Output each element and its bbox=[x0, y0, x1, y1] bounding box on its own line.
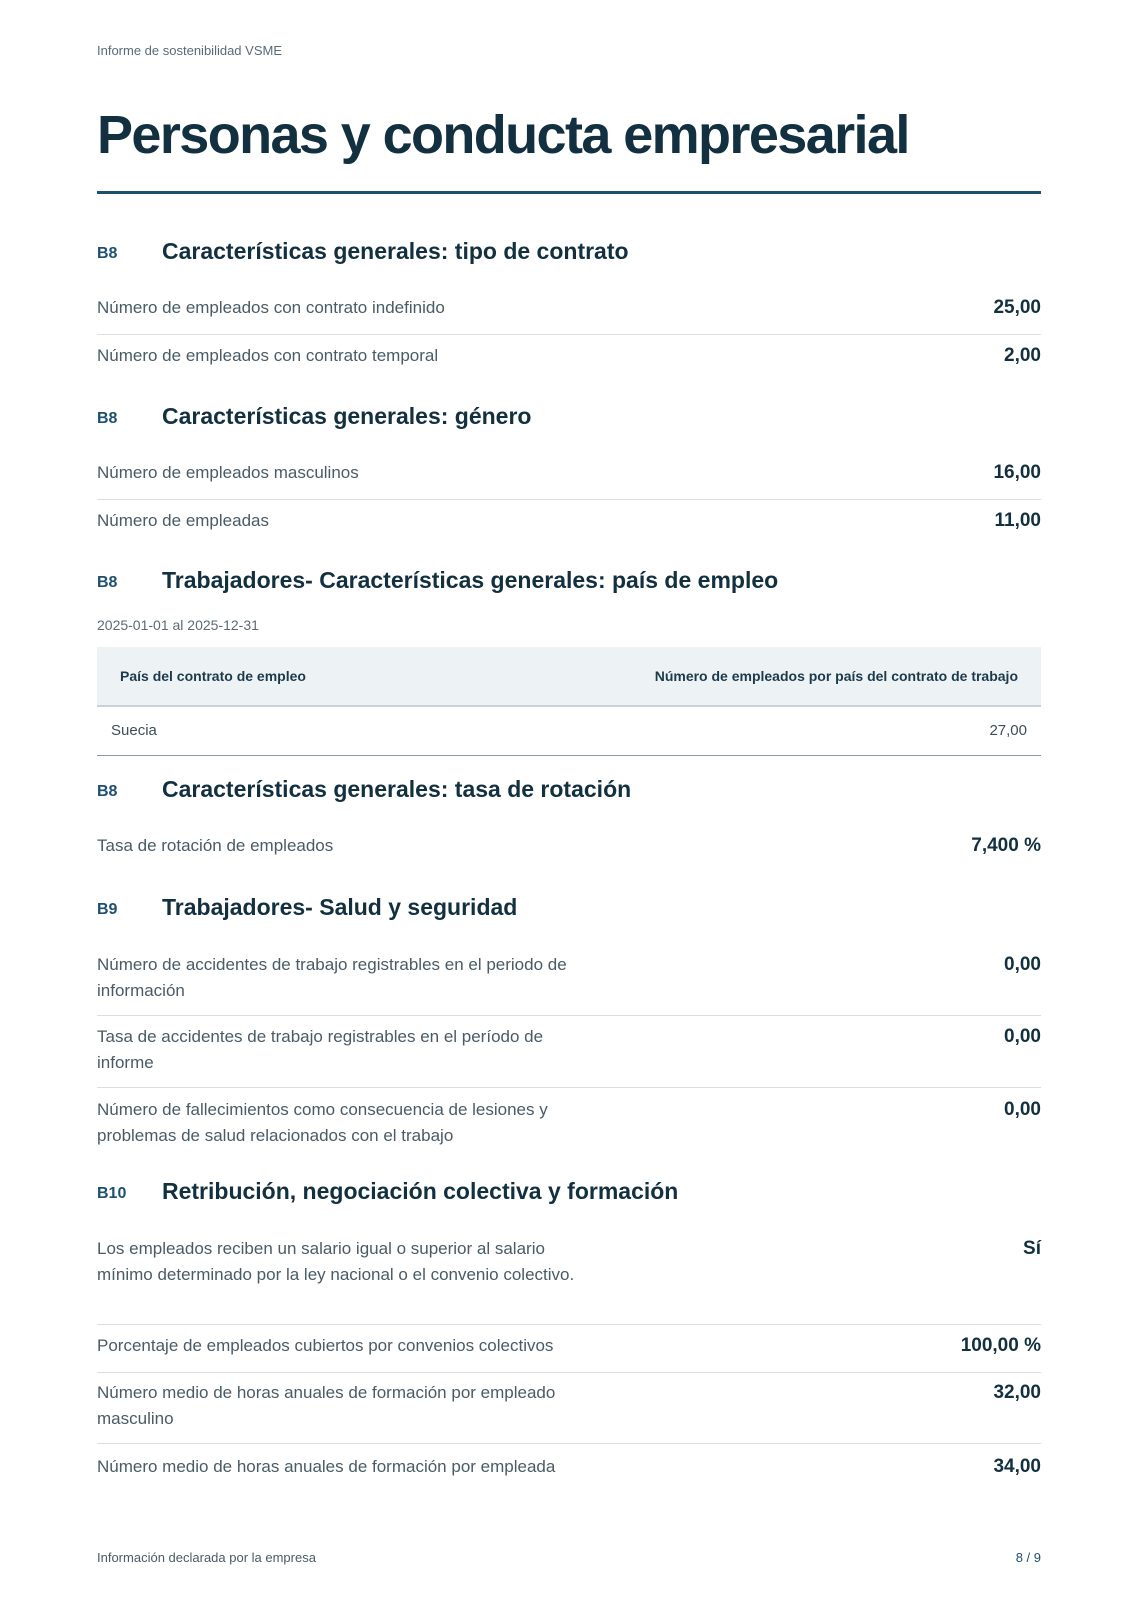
section-code: B8 bbox=[97, 410, 118, 427]
metric-label: Tasa de accidentes de trabajo registrables en el período de informe bbox=[97, 1027, 544, 1072]
metric-value: 7,400 % bbox=[971, 835, 1041, 856]
metric-label: Número medio de horas anuales de formación por empleado masculino bbox=[97, 1383, 556, 1428]
section-pay-heading bbox=[97, 1178, 1041, 1208]
table-row bbox=[97, 707, 1041, 756]
section-title: Características generales: género bbox=[162, 403, 532, 429]
column-header-country: País del contrato de empleo bbox=[120, 668, 306, 684]
metric-label: Número de empleados masculinos bbox=[97, 463, 359, 482]
metric-label: Número de empleados con contrato indefinido bbox=[97, 298, 445, 317]
column-header-employees: Número de empleados por país del contrato de trabajo bbox=[654, 668, 1018, 684]
metric-value: 16,00 bbox=[993, 462, 1041, 483]
metric-value: 0,00 bbox=[1004, 1026, 1041, 1047]
metric-row bbox=[97, 1097, 1041, 1153]
metric-value: 25,00 bbox=[993, 297, 1041, 318]
section-code: B10 bbox=[97, 1185, 127, 1202]
title-divider bbox=[97, 191, 1041, 194]
page-number: 8 / 9 bbox=[1015, 1550, 1041, 1565]
metric-row bbox=[97, 833, 1041, 865]
page-title: Personas y conducta empresarial bbox=[97, 105, 909, 165]
section-gender-heading bbox=[97, 403, 1041, 433]
metric-value: 34,00 bbox=[993, 1456, 1041, 1477]
metric-value: Sí bbox=[1023, 1238, 1041, 1259]
table-header bbox=[97, 647, 1041, 707]
section-code: B8 bbox=[97, 245, 118, 262]
metric-label: Número de empleadas bbox=[97, 511, 269, 530]
reporting-period: 2025-01-01 al 2025-12-31 bbox=[97, 617, 259, 633]
metric-value: 0,00 bbox=[1004, 1099, 1041, 1120]
section-health-heading bbox=[97, 894, 1041, 924]
metric-label: Número de accidentes de trabajo registrables en el periodo de información bbox=[97, 955, 567, 1000]
metric-row bbox=[97, 1024, 1041, 1088]
section-country-heading bbox=[97, 567, 1041, 597]
metric-row bbox=[97, 508, 1041, 540]
metric-label: Los empleados reciben un salario igual o superior al salario mínimo determinado por la ley nacional o el convenio colectivo. bbox=[97, 1239, 575, 1284]
metric-row bbox=[97, 1380, 1041, 1444]
metric-row bbox=[97, 343, 1041, 375]
section-contract-heading bbox=[97, 238, 1041, 268]
metric-label: Número de empleados con contrato temporal bbox=[97, 346, 439, 365]
metric-value: 32,00 bbox=[993, 1382, 1041, 1403]
metric-row bbox=[97, 952, 1041, 1016]
metric-label: Porcentaje de empleados cubiertos por convenios colectivos bbox=[97, 1336, 554, 1355]
section-title: Características generales: tasa de rotación bbox=[162, 776, 632, 802]
section-turnover-heading bbox=[97, 776, 1041, 806]
report-page bbox=[97, 0, 1041, 1600]
metric-label: Tasa de rotación de empleados bbox=[97, 836, 334, 855]
section-code: B9 bbox=[97, 901, 118, 918]
metric-value: 0,00 bbox=[1004, 954, 1041, 975]
section-title: Características generales: tipo de contrato bbox=[162, 238, 629, 264]
metric-row bbox=[97, 1454, 1041, 1486]
metric-row bbox=[97, 460, 1041, 500]
section-code: B8 bbox=[97, 574, 118, 591]
section-title: Trabajadores- Salud y seguridad bbox=[162, 894, 518, 920]
metric-row bbox=[97, 295, 1041, 335]
metric-row bbox=[97, 1333, 1041, 1373]
metric-label: Número de fallecimientos como consecuencia de lesiones y problemas de salud relacionados con el trabajo bbox=[97, 1100, 548, 1145]
metric-value: 100,00 % bbox=[960, 1335, 1041, 1356]
metric-value: 2,00 bbox=[1004, 345, 1041, 366]
table-cell-employees: 27,00 bbox=[989, 722, 1027, 739]
section-title: Trabajadores- Características generales: país de empleo bbox=[162, 567, 779, 593]
report-header-label: Informe de sostenibilidad VSME bbox=[97, 43, 282, 58]
metric-label: Número medio de horas anuales de formación por empleada bbox=[97, 1457, 556, 1476]
metric-value: 11,00 bbox=[994, 510, 1041, 531]
section-title: Retribución, negociación colectiva y formación bbox=[162, 1178, 679, 1204]
footer-disclosure-note: Información declarada por la empresa bbox=[97, 1550, 316, 1565]
table-cell-country: Suecia bbox=[111, 722, 157, 739]
metric-row bbox=[97, 1236, 1041, 1325]
section-code: B8 bbox=[97, 783, 118, 800]
